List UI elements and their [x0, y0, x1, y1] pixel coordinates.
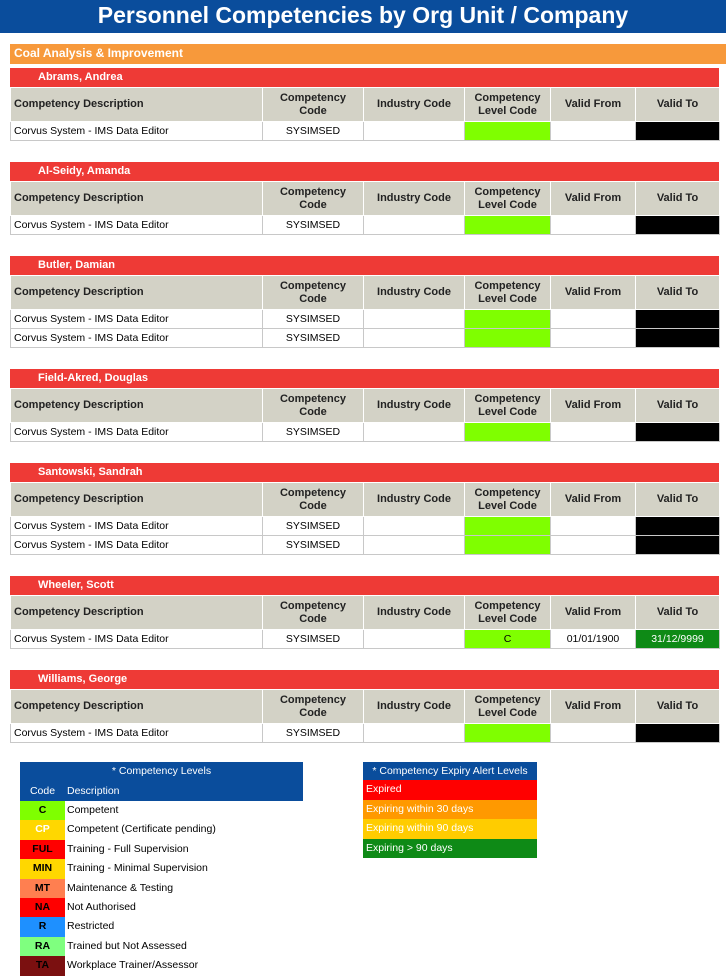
table-header-row	[11, 596, 720, 630]
table-row	[11, 122, 720, 141]
column-header: Competency Level Code	[465, 88, 551, 122]
competency-level-cell	[465, 724, 551, 743]
table-row	[11, 329, 720, 348]
column-header: Valid To	[636, 690, 720, 724]
competency-description-cell: Corvus System - IMS Data Editor	[11, 517, 263, 536]
table-row	[11, 310, 720, 329]
competency-description-cell: Corvus System - IMS Data Editor	[11, 310, 263, 329]
legend-row	[20, 898, 303, 917]
competency-description-cell: Corvus System - IMS Data Editor	[11, 423, 263, 442]
valid-from-cell	[551, 517, 636, 536]
valid-to-cell	[636, 724, 720, 743]
column-header: Competency Code	[263, 690, 364, 724]
person-block	[10, 670, 719, 743]
competency-description-cell: Corvus System - IMS Data Editor	[11, 329, 263, 348]
competency-code-cell: SYSIMSED	[263, 517, 364, 536]
competency-levels-rows	[20, 801, 303, 976]
column-header: Competency Description	[11, 182, 263, 216]
column-header: Competency Level Code	[465, 389, 551, 423]
report-title: Personnel Competencies by Org Unit / Company	[0, 0, 726, 33]
competency-code-cell: SYSIMSED	[263, 724, 364, 743]
legend-row	[20, 801, 303, 820]
column-header: Valid To	[636, 596, 720, 630]
competency-level-cell: C	[465, 630, 551, 649]
table-header-row	[11, 88, 720, 122]
column-header: Industry Code	[364, 182, 465, 216]
expiry-level-row: Expiring within 30 days	[363, 800, 537, 820]
column-header: Competency Description	[11, 88, 263, 122]
legend-description-header: Description	[67, 785, 120, 797]
expiry-levels-rows	[363, 780, 537, 858]
legend-row	[20, 859, 303, 878]
column-header: Valid To	[636, 276, 720, 310]
column-header: Competency Description	[11, 276, 263, 310]
valid-to-cell	[636, 423, 720, 442]
valid-from-cell	[551, 122, 636, 141]
industry-code-cell	[364, 310, 465, 329]
person-block	[10, 369, 719, 442]
table-row	[11, 536, 720, 555]
expiry-level-row: Expiring > 90 days	[363, 839, 537, 859]
person-name: Field-Akred, Douglas	[10, 369, 719, 388]
valid-to-cell	[636, 329, 720, 348]
legend-code: FUL	[20, 840, 65, 859]
competency-level-cell	[465, 310, 551, 329]
competency-code-cell: SYSIMSED	[263, 630, 364, 649]
legend-description: Trained but Not Assessed	[67, 939, 187, 952]
person-block	[10, 68, 719, 141]
column-header: Industry Code	[364, 88, 465, 122]
competency-level-cell	[465, 423, 551, 442]
column-header: Industry Code	[364, 596, 465, 630]
column-header: Valid To	[636, 182, 720, 216]
valid-to-cell: 31/12/9999	[636, 630, 720, 649]
valid-to-cell	[636, 216, 720, 235]
column-header: Competency Code	[263, 182, 364, 216]
legend-row	[20, 937, 303, 956]
table-header-row	[11, 182, 720, 216]
competency-description-cell: Corvus System - IMS Data Editor	[11, 122, 263, 141]
person-name: Al-Seidy, Amanda	[10, 162, 719, 181]
column-header: Competency Description	[11, 483, 263, 517]
competency-code-cell: SYSIMSED	[263, 423, 364, 442]
column-header: Competency Code	[263, 389, 364, 423]
table-row	[11, 423, 720, 442]
valid-to-cell	[636, 536, 720, 555]
person-name: Wheeler, Scott	[10, 576, 719, 595]
competency-code-cell: SYSIMSED	[263, 310, 364, 329]
valid-from-cell	[551, 329, 636, 348]
person-block	[10, 576, 719, 649]
legend-description: Not Authorised	[67, 900, 136, 913]
column-header: Valid From	[551, 88, 636, 122]
column-header: Competency Code	[263, 88, 364, 122]
legend-row	[20, 956, 303, 975]
expiry-levels-legend	[363, 762, 537, 858]
competency-code-cell: SYSIMSED	[263, 536, 364, 555]
person-block	[10, 463, 719, 555]
legend-row	[20, 820, 303, 839]
legend-description: Maintenance & Testing	[67, 881, 174, 894]
legend-description: Restricted	[67, 920, 115, 933]
column-header: Industry Code	[364, 690, 465, 724]
legend-code: RA	[20, 937, 65, 956]
legend-code-header: Code	[29, 785, 56, 797]
competency-level-cell	[465, 216, 551, 235]
legend-code: C	[20, 801, 65, 820]
column-header: Competency Level Code	[465, 483, 551, 517]
table-row	[11, 724, 720, 743]
legend-code: CP	[20, 820, 65, 839]
column-header: Valid From	[551, 596, 636, 630]
competency-table	[10, 689, 720, 743]
industry-code-cell	[364, 423, 465, 442]
valid-from-cell	[551, 536, 636, 555]
competency-level-cell	[465, 329, 551, 348]
column-header: Competency Code	[263, 596, 364, 630]
table-header-row	[11, 690, 720, 724]
competency-description-cell: Corvus System - IMS Data Editor	[11, 536, 263, 555]
person-name: Williams, George	[10, 670, 719, 689]
column-header: Valid To	[636, 483, 720, 517]
competency-description-cell: Corvus System - IMS Data Editor	[11, 630, 263, 649]
competency-table	[10, 482, 720, 555]
competency-table	[10, 388, 720, 442]
competency-code-cell: SYSIMSED	[263, 216, 364, 235]
competency-description-cell: Corvus System - IMS Data Editor	[11, 724, 263, 743]
valid-to-cell	[636, 517, 720, 536]
competency-levels-header-row	[20, 781, 303, 801]
industry-code-cell	[364, 122, 465, 141]
column-header: Competency Description	[11, 596, 263, 630]
expiry-levels-title: * Competency Expiry Alert Levels	[363, 762, 537, 780]
legend-code: NA	[20, 898, 65, 917]
legend-row	[20, 840, 303, 859]
column-header: Competency Level Code	[465, 596, 551, 630]
valid-from-cell	[551, 423, 636, 442]
industry-code-cell	[364, 630, 465, 649]
column-header: Industry Code	[364, 483, 465, 517]
industry-code-cell	[364, 329, 465, 348]
table-header-row	[11, 276, 720, 310]
table-row	[11, 517, 720, 536]
competency-table	[10, 595, 720, 649]
table-header-row	[11, 389, 720, 423]
column-header: Industry Code	[364, 389, 465, 423]
valid-from-cell	[551, 724, 636, 743]
legend-description: Competent (Certificate pending)	[67, 823, 216, 836]
column-header: Valid From	[551, 276, 636, 310]
table-row	[11, 630, 720, 649]
legend-row	[20, 917, 303, 936]
org-unit-header: Coal Analysis & Improvement	[10, 44, 726, 64]
industry-code-cell	[364, 724, 465, 743]
column-header: Competency Description	[11, 690, 263, 724]
column-header: Competency Level Code	[465, 182, 551, 216]
legend-code: MIN	[20, 859, 65, 878]
column-header: Industry Code	[364, 276, 465, 310]
table-row	[11, 216, 720, 235]
column-header: Competency Level Code	[465, 276, 551, 310]
legend-description: Training - Minimal Supervision	[67, 862, 208, 875]
competency-levels-legend	[20, 762, 303, 976]
column-header: Competency Description	[11, 389, 263, 423]
legend-code: MT	[20, 879, 65, 898]
competency-table	[10, 87, 720, 141]
competency-levels-title: * Competency Levels	[20, 762, 303, 781]
column-header: Valid From	[551, 690, 636, 724]
competency-level-cell	[465, 122, 551, 141]
column-header: Competency Code	[263, 483, 364, 517]
column-header: Competency Code	[263, 276, 364, 310]
person-block	[10, 162, 719, 235]
column-header: Competency Level Code	[465, 690, 551, 724]
competency-table	[10, 275, 720, 348]
person-name: Abrams, Andrea	[10, 68, 719, 87]
legend-code: R	[20, 917, 65, 936]
valid-to-cell	[636, 122, 720, 141]
legend-description: Training - Full Supervision	[67, 842, 189, 855]
expiry-level-row: Expired	[363, 780, 537, 800]
column-header: Valid From	[551, 182, 636, 216]
expiry-level-row: Expiring within 90 days	[363, 819, 537, 839]
valid-from-cell: 01/01/1900	[551, 630, 636, 649]
person-name: Butler, Damian	[10, 256, 719, 275]
industry-code-cell	[364, 536, 465, 555]
valid-from-cell	[551, 216, 636, 235]
competency-description-cell: Corvus System - IMS Data Editor	[11, 216, 263, 235]
competency-table	[10, 181, 720, 235]
industry-code-cell	[364, 517, 465, 536]
legend-description: Workplace Trainer/Assessor	[67, 959, 199, 972]
table-header-row	[11, 483, 720, 517]
competency-level-cell	[465, 536, 551, 555]
column-header: Valid From	[551, 483, 636, 517]
valid-to-cell	[636, 310, 720, 329]
competency-level-cell	[465, 517, 551, 536]
legend-row	[20, 879, 303, 898]
column-header: Valid From	[551, 389, 636, 423]
column-header: Valid To	[636, 88, 720, 122]
person-block	[10, 256, 719, 348]
person-name: Santowski, Sandrah	[10, 463, 719, 482]
industry-code-cell	[364, 216, 465, 235]
legend-description: Competent	[67, 804, 119, 816]
competency-code-cell: SYSIMSED	[263, 122, 364, 141]
legend-code: TA	[20, 956, 65, 975]
valid-from-cell	[551, 310, 636, 329]
column-header: Valid To	[636, 389, 720, 423]
competency-code-cell: SYSIMSED	[263, 329, 364, 348]
